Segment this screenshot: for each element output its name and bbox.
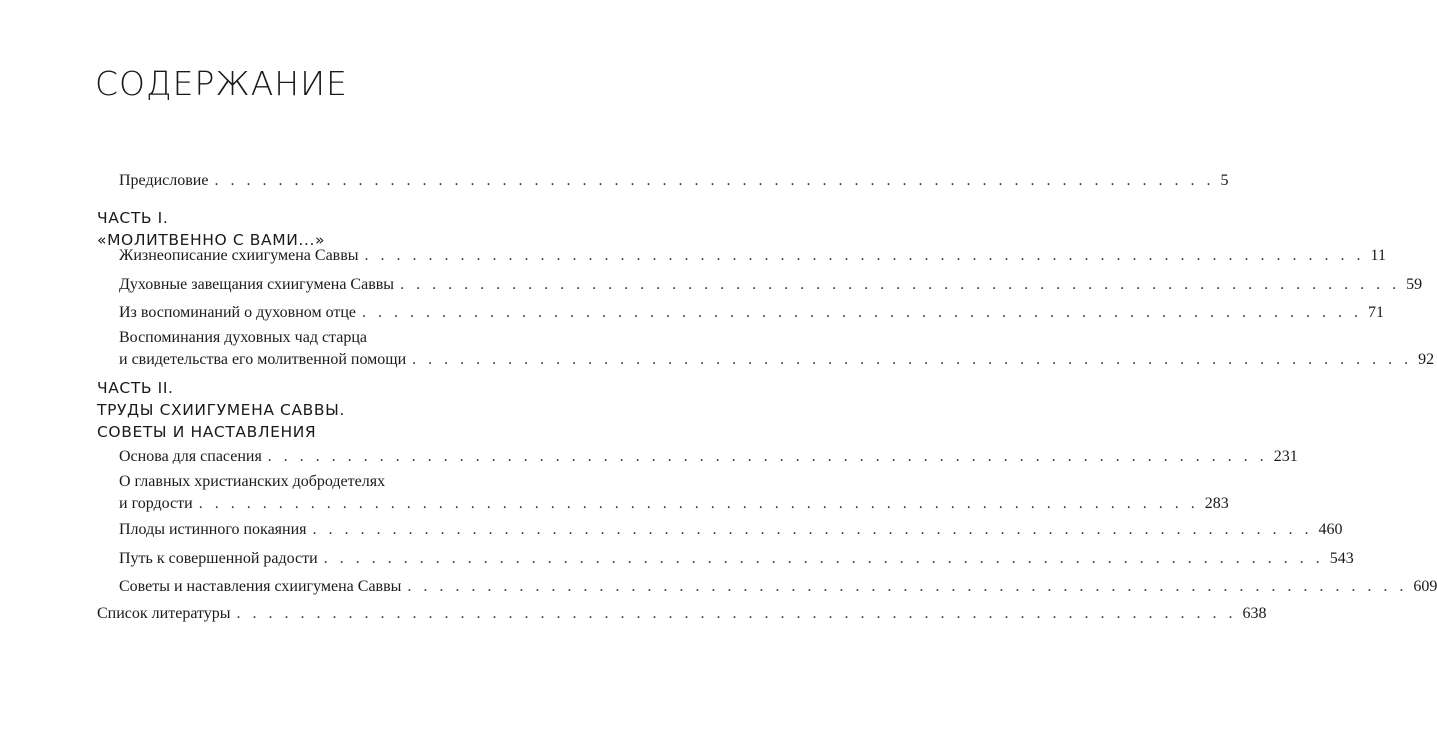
toc-entry-title: Советы и наставления схиигумена Саввы: [119, 578, 402, 595]
toc-entry-memories-children[interactable]: [119, 327, 1435, 371]
toc-page-number: 609: [1413, 578, 1437, 595]
dot-leader: . . . . . . . . . . . . . . . . . . . . . . . . . . . . . . . . . . . . . . . . . . . . . . . . . . . . . . . . . . . . . . .: [214, 172, 1215, 189]
toc-page-number: 59: [1406, 276, 1423, 293]
part-title-line1: ТРУДЫ СХИИГУМЕНА САВВЫ.: [97, 401, 345, 419]
part-number: ЧАСТЬ I.: [97, 209, 169, 227]
toc-entry-preface[interactable]: [119, 170, 1229, 192]
toc-entry-title: Духовные завещания схиигумена Саввы: [119, 276, 395, 293]
part-title: «МОЛИТВЕННО С ВАМИ...»: [97, 231, 326, 249]
toc-entry-repentance[interactable]: [119, 519, 1343, 541]
toc-page-number: 231: [1273, 448, 1298, 465]
dot-leader: . . . . . . . . . . . . . . . . . . . . . . . . . . . . . . . . . . . . . . . . . . . . . . . . . . . . . . . . . . . . . . .: [407, 578, 1408, 595]
toc-page-number: 11: [1370, 247, 1386, 264]
toc-entry-advice[interactable]: [119, 576, 1437, 598]
toc-page-number: 71: [1368, 304, 1385, 321]
toc-page-number: 543: [1329, 550, 1354, 567]
toc-entry-title: Список литературы: [97, 605, 231, 622]
dot-leader: . . . . . . . . . . . . . . . . . . . . . . . . . . . . . . . . . . . . . . . . . . . . . . . . . . . . . . . . . . . . . . .: [364, 247, 1365, 264]
dot-leader: . . . . . . . . . . . . . . . . . . . . . . . . . . . . . . . . . . . . . . . . . . . . . . . . . . . . . . . . . . . . . . .: [412, 351, 1413, 368]
part-heading-2: [97, 377, 345, 443]
toc-entry-joy[interactable]: [119, 548, 1354, 570]
toc-entry-virtues[interactable]: [119, 471, 1229, 515]
dot-leader: . . . . . . . . . . . . . . . . . . . . . . . . . . . . . . . . . . . . . . . . . . . . . . . . . . . . . . . . . . . . . . .: [362, 304, 1363, 321]
part-title-line2: СОВЕТЫ И НАСТАВЛЕНИЯ: [97, 423, 317, 441]
toc-entry-title: Предисловие: [119, 172, 209, 189]
toc-page-number: 283: [1204, 495, 1229, 512]
toc-entry-memories-father[interactable]: [119, 302, 1385, 324]
toc-entry-title: Из воспоминаний о духовном отце: [119, 304, 357, 321]
toc-entry-title-line2: и свидетельства его молитвенной помощи: [119, 351, 407, 368]
toc-entry-foundation[interactable]: [119, 446, 1298, 468]
toc-entry-title: Путь к совершенной радости: [119, 550, 318, 567]
dot-leader: . . . . . . . . . . . . . . . . . . . . . . . . . . . . . . . . . . . . . . . . . . . . . . . . . . . . . . . . . . . . . . .: [236, 605, 1237, 622]
toc-entry-title: Жизнеописание схиигумена Саввы: [119, 247, 359, 264]
page-title: СОДЕРЖАНИЕ: [95, 64, 348, 103]
dot-leader: . . . . . . . . . . . . . . . . . . . . . . . . . . . . . . . . . . . . . . . . . . . . . . . . . . . . . . . . . . . . . . .: [400, 276, 1401, 293]
toc-entry-title: Плоды истинного покаяния: [119, 521, 307, 538]
dot-leader: . . . . . . . . . . . . . . . . . . . . . . . . . . . . . . . . . . . . . . . . . . . . . . . . . . . . . . . . . . . . . . .: [312, 521, 1313, 538]
toc-page-number: 92: [1418, 351, 1435, 368]
toc-entry-testaments[interactable]: [119, 274, 1423, 296]
dot-leader: . . . . . . . . . . . . . . . . . . . . . . . . . . . . . . . . . . . . . . . . . . . . . . . . . . . . . . . . . . . . . . .: [323, 550, 1324, 567]
part-number: ЧАСТЬ II.: [97, 379, 174, 397]
toc-page-number: 5: [1220, 172, 1229, 189]
toc-entry-title-line1: О главных христианских добродетелях: [119, 473, 386, 490]
toc-entry-biography[interactable]: [119, 245, 1386, 267]
dot-leader: . . . . . . . . . . . . . . . . . . . . . . . . . . . . . . . . . . . . . . . . . . . . . . . . . . . . . . . . . . . . . . .: [198, 495, 1199, 512]
toc-entry-bibliography[interactable]: [97, 603, 1267, 625]
toc-page-number: 460: [1318, 521, 1343, 538]
toc-entry-title-line1: Воспоминания духовных чад старца: [119, 329, 368, 346]
toc-entry-title: Основа для спасения: [119, 448, 262, 465]
toc-page-number: 638: [1242, 605, 1267, 622]
dot-leader: . . . . . . . . . . . . . . . . . . . . . . . . . . . . . . . . . . . . . . . . . . . . . . . . . . . . . . . . . . . . . . .: [267, 448, 1268, 465]
toc-entry-title-line2: и гордости: [119, 495, 193, 512]
